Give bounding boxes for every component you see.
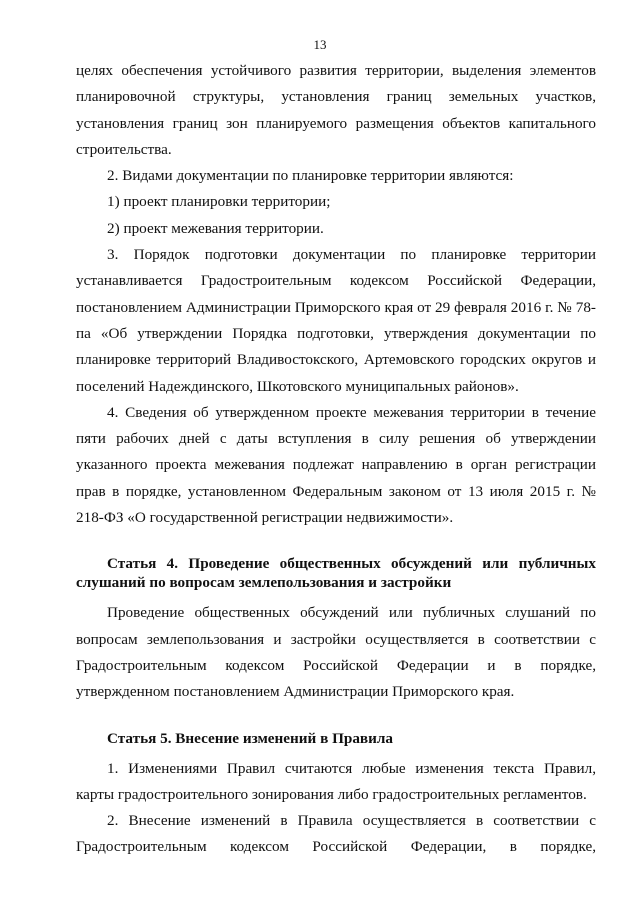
paragraph-approved-project-info: 4. Сведения об утвержденном проекте межевания территории в течение пяти рабочих дней с даты вступления в силу решения об утверждении указанного проекта межевания подлежат направлению в орган регистрации прав в порядке, установленном Федеральным законом от 13 июля 2015 г. № 218-ФЗ «О государственной регистрации недвижимости».: [76, 403, 596, 527]
list-item-planning-project: 1) проект планировки территории;: [107, 193, 331, 211]
paragraph-preparation-procedure: 3. Порядок подготовки документации по планировке территории устанавливается Градостроительным кодексом Российской Федерации, постановлением Администрации Приморского края от 29 февраля 2016 г. № 78-па «Об утверждении Порядка подготовки, утверждения документации по планировке территорий Владивостокского, Артемовского городских округов и поселений Надеждинского, Шкотовского муниципальных районов».: [76, 246, 596, 395]
article-5-heading: Статья 5. Внесение изменений в Правила: [107, 729, 394, 747]
article-5-paragraph-2: 2. Внесение изменений в Правила осуществляется в соответствии с Градостроительным кодексом Российской Федерации, в порядке,: [76, 812, 596, 856]
list-item-surveying-project: 2) проект межевания территории.: [107, 219, 324, 237]
article-4-heading: Статья 4. Проведение общественных обсуждений или публичных слушаний по вопросам землепользования и застройки: [76, 555, 596, 592]
article-4-text: Проведение общественных обсуждений или публичных слушаний по вопросам землепользования и застройки осуществляется в соответствии с Градостроительным кодексом Российской Федерации и в порядке, утвержденном постановлением Администрации Приморского края.: [76, 604, 596, 701]
article-5-paragraph-1: 1. Изменениями Правил считаются любые изменения текста Правил, карты градостроительного зонирования либо градостроительных регламентов.: [76, 759, 596, 803]
document-body: [76, 58, 596, 861]
paragraph-continuation: целях обеспечения устойчивого развития территории, выделения элементов планировочной структуры, установления границ земельных участков, установления границ зон планируемого размещения объектов капитального строительства.: [76, 62, 596, 158]
page-number: 13: [313, 37, 327, 52]
paragraph-documentation-types: 2. Видами документации по планировке территории являются:: [107, 167, 514, 185]
